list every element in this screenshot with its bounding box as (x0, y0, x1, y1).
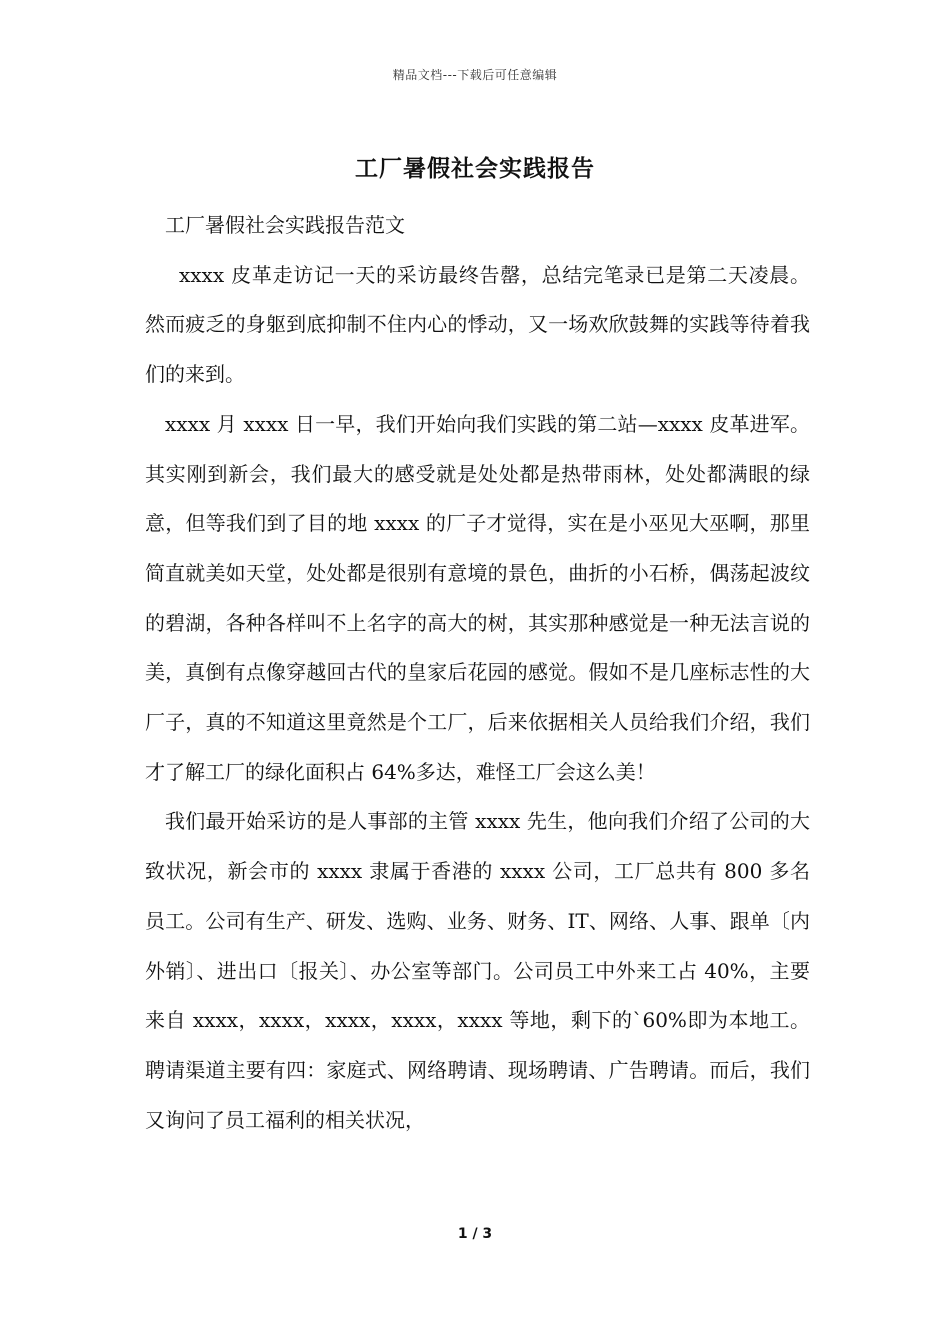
paragraph-1: xxxx 皮革走访记一天的采访最终告罄，总结完笔录已是第二天凌晨。然而疲乏的身躯到底抑制不住内心的悸动，又一场欢欣鼓舞的实践等待着我们的来到。 (145, 262, 810, 387)
page-header: 精品文档---下载后可任意编辑 (392, 68, 558, 82)
document-body (145, 201, 810, 1145)
page-number: 1 / 3 (457, 1226, 493, 1242)
paragraph-3: 我们最开始采访的是人事部的主管 xxxx 先生，他向我们介绍了公司的大致状况，新会市的 xxxx 隶属于香港的 xxxx 公司，工厂总共有 800 多名员工。公司有生产、研发、选购、业务、财务、IT、网络、人事、跟单〔内外销〕、进出口〔报关〕、办公室等部门。公司员工中外来工占 40%，主要来自 xxxx，xxxx，xxxx，xxxx，xxxx 等地，剩下的`60%即为本地工。聘请渠道主要有四：家庭式、网络聘请、现场聘请、广告聘请。而后，我们又询问了员工福利的相关状况， (145, 809, 810, 1132)
document-title: 工厂暑假社会实践报告 (355, 155, 595, 182)
paragraph-2: xxxx 月 xxxx 日一早，我们开始向我们实践的第二站—xxxx 皮革进军。其实刚到新会，我们最大的感受就是处处都是热带雨林，处处都满眼的绿意，但等我们到了目的地 xxxx 的厂子才觉得，实在是小巫见大巫啊，那里简直就美如天堂，处处都是很别有意境的景色，曲折的小石桥，偶荡起波纹的碧湖，各种各样叫不上名字的高大的树，其实那种感觉是一种无法言说的美，真倒有点像穿越回古代的皇家后花园的感觉。假如不是几座标志性的大厂子，真的不知道这里竟然是个工厂，后来依据相关人员给我们介绍，我们才了解工厂的绿化面积占 64%多达，难怪工厂会这么美！ (145, 411, 810, 784)
document-subtitle: 工厂暑假社会实践报告范文 (165, 213, 405, 237)
